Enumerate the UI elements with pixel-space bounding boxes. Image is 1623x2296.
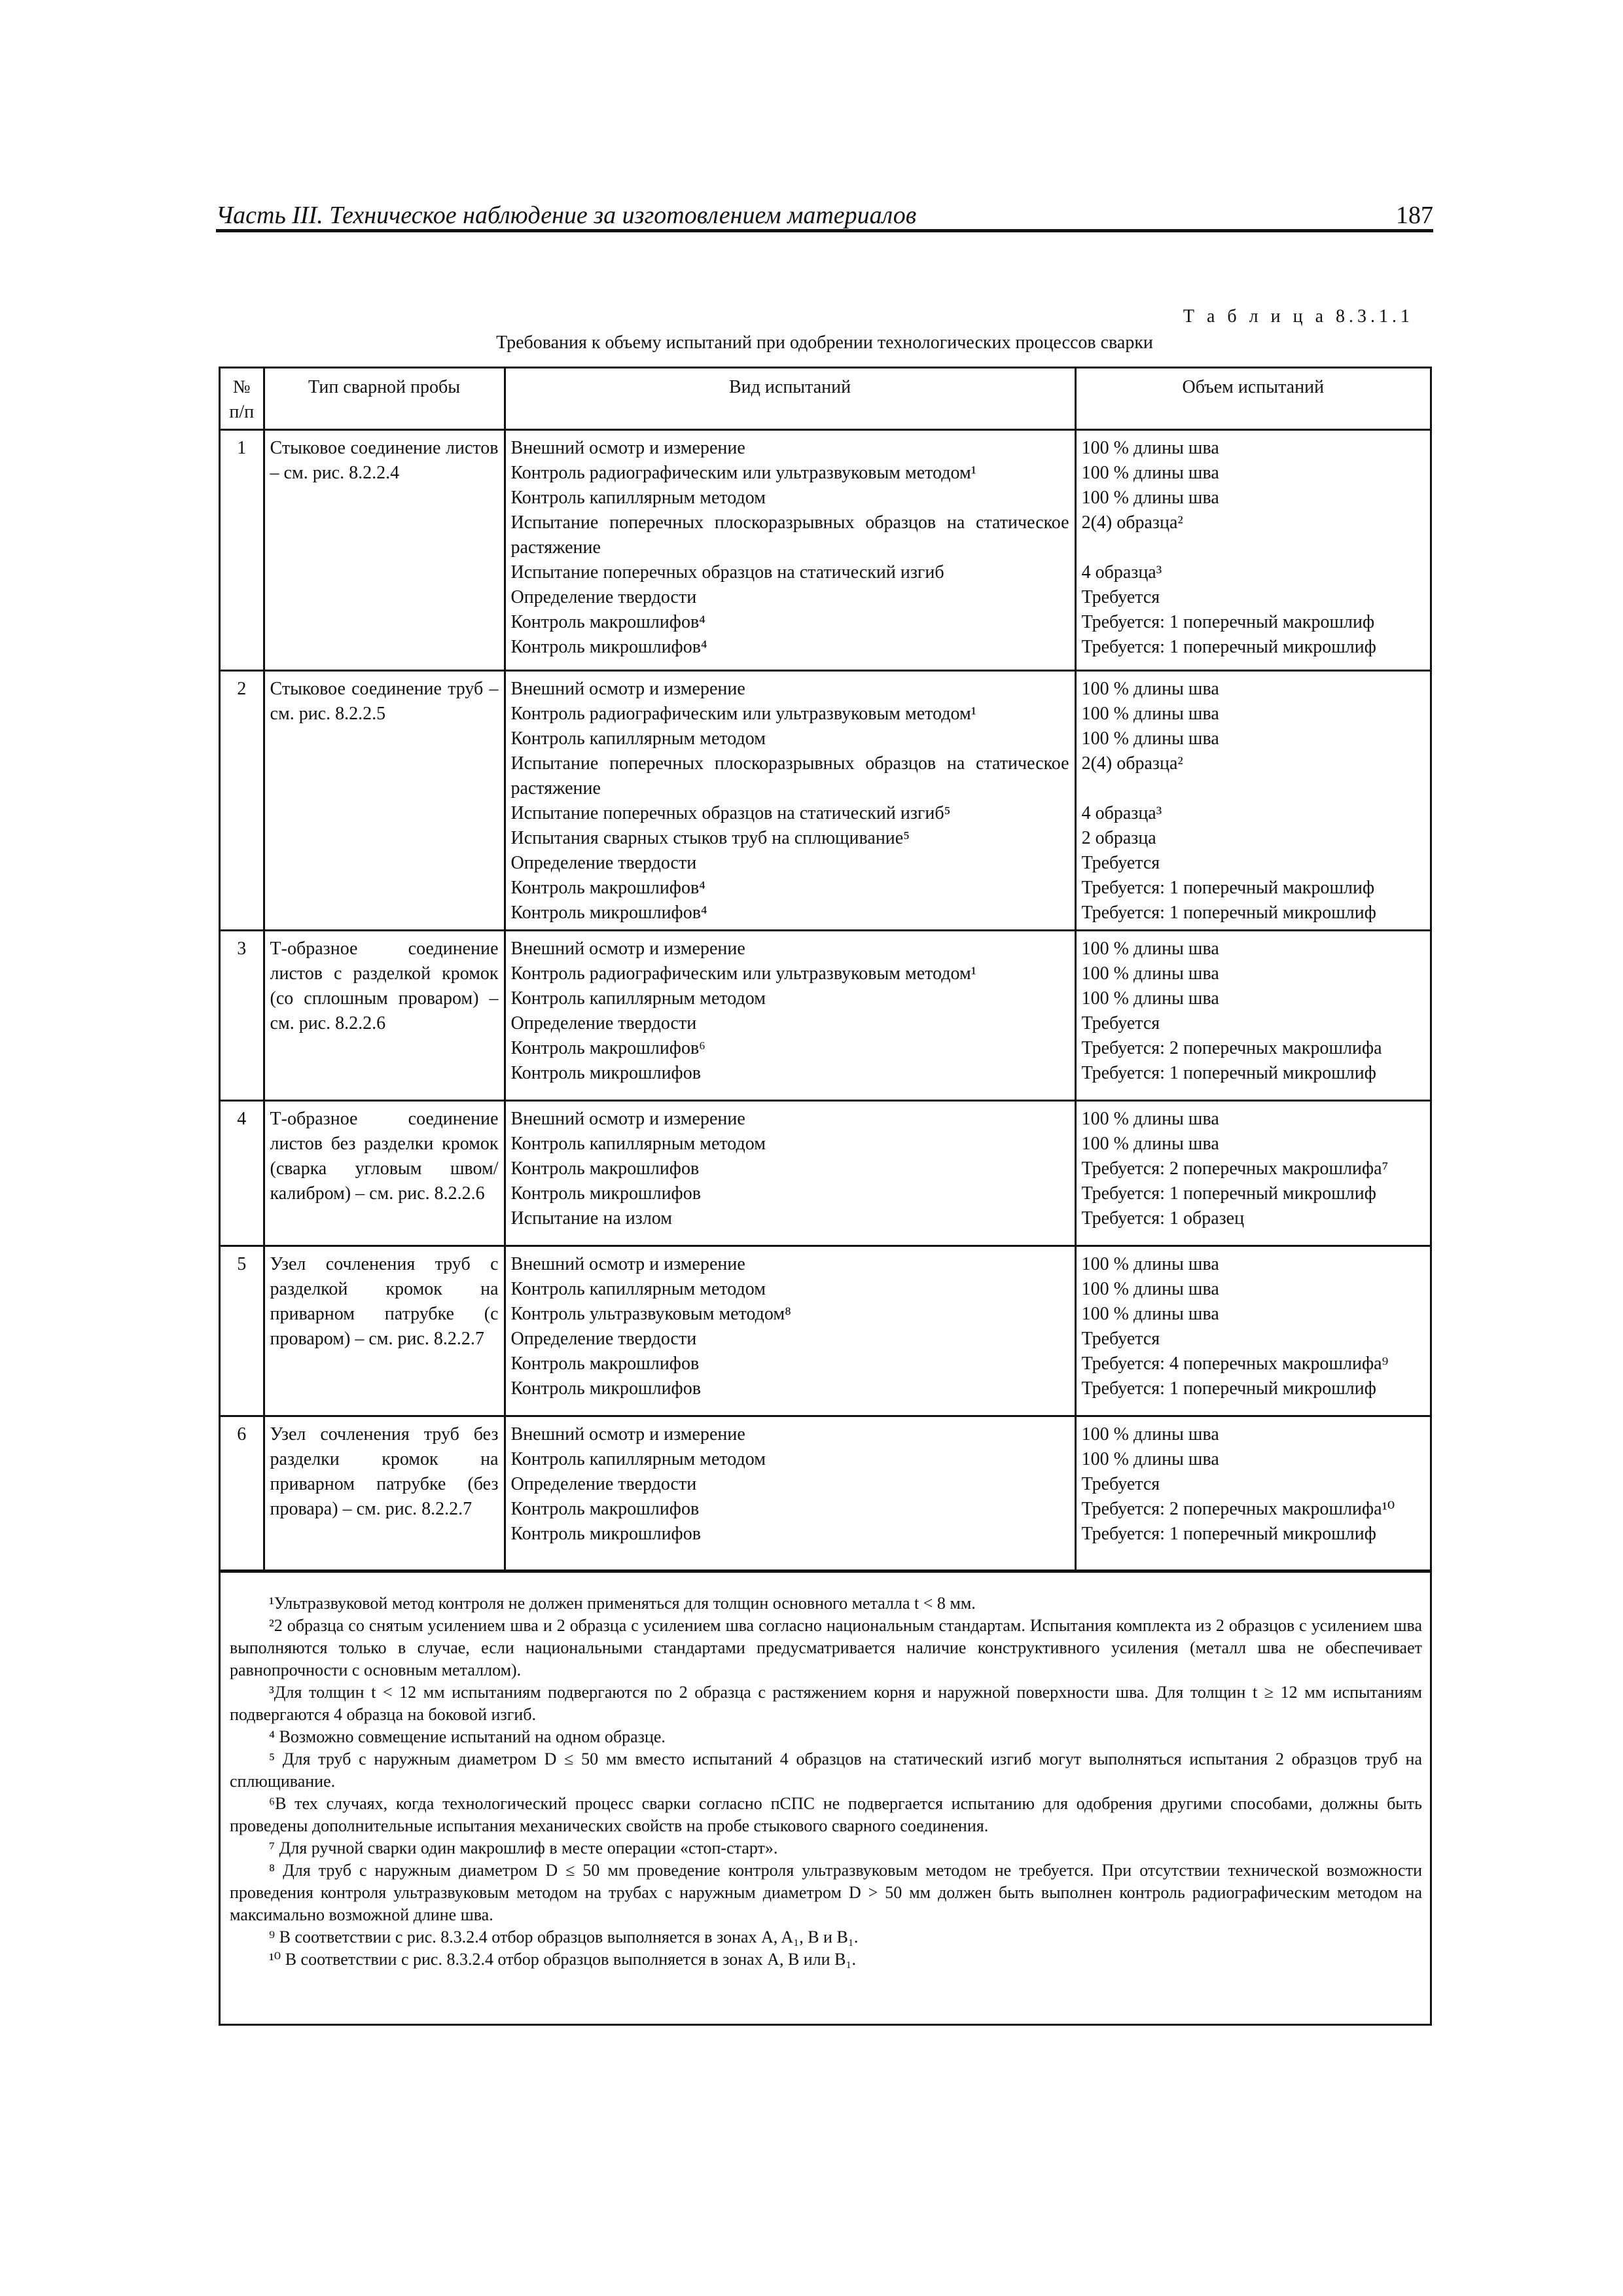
test-item: Испытание поперечных плоскоразрывных образцов на статическое растяжение	[510, 753, 1069, 798]
test-item: Контроль макрошлифов	[510, 1158, 700, 1179]
tests-cell	[505, 671, 1075, 931]
footnote-1: ¹Ультразвуковой метод контроля не должен применяться для толщин основного металла t < 8 мм.	[269, 1594, 976, 1613]
volume-item: 100 % длины шва	[1081, 488, 1219, 508]
page-header	[216, 200, 1433, 232]
volume-item: Требуется: 1 поперечный микрошлиф	[1081, 1378, 1376, 1399]
col-header-volume: Объем испытаний	[1075, 368, 1431, 430]
volume-item: 100 % длины шва	[1081, 1254, 1219, 1274]
volume-item: Требуется: 1 поперечный микрошлиф	[1081, 1183, 1376, 1204]
volume-item: Требуется: 2 поперечных макрошлифа	[1081, 1038, 1382, 1058]
row-number: 1	[220, 430, 264, 671]
volume-item: 100 % длины шва	[1081, 988, 1219, 1009]
volume-item: Требуется: 2 поперечных макрошлифа¹⁰	[1081, 1499, 1395, 1519]
weld-sample-type: Узел сочленения труб без разделки кромок на приварном патрубке (без провара) – см. рис. 8.2.2.7	[264, 1416, 505, 1571]
test-item: Определение твердости	[510, 1329, 697, 1349]
volume-item: 2 образца	[1081, 828, 1156, 848]
volume-item: Требуется: 1 поперечный макрошлиф	[1081, 878, 1375, 898]
test-item: Контроль микрошлифов	[510, 1524, 701, 1544]
volume-item	[1082, 535, 1425, 560]
volume-item: Требуется	[1081, 1329, 1160, 1349]
test-item: Контроль макрошлифов⁴	[510, 878, 705, 898]
weld-sample-type: Узел сочленения труб с разделкой кромок на приварном патрубке (с проваром) – см. рис. 8.2.2.7	[264, 1246, 505, 1416]
col-header-num: № п/п	[220, 368, 264, 430]
volume-cell	[1075, 671, 1431, 931]
test-item: Испытание поперечных образцов на статический изгиб⁵	[510, 803, 951, 823]
volume-item: Требуется: 1 поперечный макрошлиф	[1081, 612, 1375, 632]
weld-sample-type: Т-образное соединение листов без разделки кромок (сварка угловым швом/калибром) – см. рис. 8.2.2.6	[264, 1101, 505, 1246]
col-header-tests: Вид испытаний	[505, 368, 1075, 430]
volume-item: 100 % длины шва	[1081, 679, 1219, 699]
weld-sample-type: Т-образное соединение листов с разделкой кромок (со сплошным проваром) – см. рис. 8.2.2.6	[264, 931, 505, 1101]
table-row	[220, 931, 1431, 1101]
test-item: Контроль микрошлифов	[510, 1183, 701, 1204]
header-rule	[216, 229, 1433, 232]
test-item: Внешний осмотр и измерение	[510, 1109, 745, 1129]
volume-item: Требуется	[1081, 1474, 1160, 1494]
tests-cell	[505, 1101, 1075, 1246]
test-item: Контроль макрошлифов⁴	[510, 612, 705, 632]
tests-cell	[505, 931, 1075, 1101]
volume-item: 100 % длины шва	[1081, 463, 1219, 483]
volume-item: 100 % длины шва	[1081, 728, 1219, 749]
volume-item: Требуется	[1081, 1013, 1160, 1033]
volume-item: Требуется: 1 поперечный микрошлиф	[1081, 1063, 1376, 1083]
test-item: Внешний осмотр и измерение	[510, 939, 745, 959]
volume-item: Требуется: 4 поперечных макрошлифа⁹	[1081, 1354, 1389, 1374]
volume-item: 100 % длины шва	[1081, 1304, 1219, 1324]
row-number: 5	[220, 1246, 264, 1416]
test-item: Контроль ультразвуковым методом⁸	[510, 1304, 791, 1324]
test-item: Контроль макрошлифов⁶	[510, 1038, 705, 1058]
test-item: Определение твердости	[510, 1474, 697, 1494]
test-item: Контроль радиографическим или ультразвуковым методом¹	[510, 463, 977, 483]
test-item: Испытание поперечных плоскоразрывных образцов на статическое растяжение	[510, 512, 1069, 558]
test-item: Контроль капиллярным методом	[510, 1134, 766, 1154]
volume-cell	[1075, 430, 1431, 671]
test-item: Определение твердости	[510, 587, 697, 607]
requirements-table	[219, 367, 1432, 1571]
tests-cell	[505, 1246, 1075, 1416]
weld-sample-type: Стыковое соединение листов – см. рис. 8.2.2.4	[264, 430, 505, 671]
volume-item: 2(4) образца²	[1081, 753, 1183, 774]
volume-item: Требуется: 1 образец	[1081, 1208, 1245, 1229]
col-header-type: Тип сварной пробы	[264, 368, 505, 430]
weld-sample-type: Стыковое соединение труб – см. рис. 8.2.2.5	[264, 671, 505, 931]
test-item: Контроль капиллярным методом	[510, 728, 766, 749]
test-item: Контроль капиллярным методом	[510, 988, 766, 1009]
running-title: Часть III. Техническое наблюдение за изготовлением материалов	[216, 202, 917, 229]
test-item: Контроль макрошлифов	[510, 1354, 700, 1374]
volume-item: Требуется	[1081, 587, 1160, 607]
tests-cell	[505, 1416, 1075, 1571]
volume-item: 100 % длины шва	[1081, 963, 1219, 984]
footnote-4: ⁴ Возможно совмещение испытаний на одном образце.	[269, 1727, 666, 1746]
volume-cell	[1075, 931, 1431, 1101]
volume-item: 100 % длины шва	[1081, 1449, 1219, 1469]
test-item: Внешний осмотр и измерение	[510, 679, 745, 699]
test-item: Внешний осмотр и измерение	[510, 1424, 745, 1444]
row-number: 4	[220, 1101, 264, 1246]
test-item: Контроль капиллярным методом	[510, 1449, 766, 1469]
table-row	[220, 430, 1431, 671]
volume-item: 100 % длины шва	[1081, 438, 1219, 458]
test-item: Определение твердости	[510, 1013, 697, 1033]
test-item: Определение твердости	[510, 853, 697, 873]
table-body	[220, 430, 1431, 1571]
footnote-8: ⁸ Для труб с наружным диаметром D ≤ 50 мм проведение контроля ультразвуковым методом не требуется. При отсутствии технической возможности проведения контроля ультразвуковым методом на трубах с наружным диаметром D > 50 мм должен быть выполнен контроль радиографическим методом на максимально возможной длине шва.	[230, 1861, 1422, 1924]
volume-item: 2(4) образца²	[1081, 512, 1183, 533]
page-number: 187	[1396, 202, 1433, 229]
tests-cell	[505, 430, 1075, 671]
test-item: Испытания сварных стыков труб на сплющивание⁵	[510, 828, 910, 848]
volume-item: 100 % длины шва	[1081, 1424, 1219, 1444]
footnote-2: ²2 образца со снятым усилением шва и 2 образца с усилением шва согласно национальным стандартам. Испытания комплекта из 2 образцов с усилением шва выполняются только в случае, если национальными стандартами предусматривается наличие конструктивного усиления (металл шва не обеспечивает равнопрочности с основным металлом).	[230, 1616, 1422, 1679]
table-row	[220, 1101, 1431, 1246]
test-item: Контроль макрошлифов	[510, 1499, 700, 1519]
volume-item: Требуется: 1 поперечный микрошлиф	[1081, 903, 1376, 923]
row-number: 3	[220, 931, 264, 1101]
volume-cell	[1075, 1246, 1431, 1416]
table-header-row	[220, 368, 1431, 430]
footnotes-box	[219, 1571, 1432, 2026]
test-item: Испытание поперечных образцов на статический изгиб	[510, 562, 944, 583]
footnote-6: ⁶В тех случаях, когда технологический процесс сварки согласно пСПС не подвергается испытанию для одобрения другими способами, должны быть проведены дополнительные испытания механических свойств на пробе стыкового сварного соединения.	[230, 1794, 1422, 1835]
table-number: Т а б л и ц а 8.3.1.1	[1183, 306, 1414, 327]
footnote-7: ⁷ Для ручной сварки один макрошлиф в месте операции «стоп-старт».	[269, 1839, 778, 1857]
test-item: Контроль микрошлифов⁴	[510, 903, 707, 923]
table-row	[220, 1416, 1431, 1571]
volume-item: 100 % длины шва	[1081, 704, 1219, 724]
test-item: Внешний осмотр и измерение	[510, 1254, 745, 1274]
table-caption: Требования к объему испытаний при одобрении технологических процессов сварки	[496, 332, 1153, 353]
volume-item: 4 образца³	[1081, 562, 1162, 583]
test-item: Контроль радиографическим или ультразвуковым методом¹	[510, 963, 977, 984]
row-number: 2	[220, 671, 264, 931]
table-row	[220, 671, 1431, 931]
volume-item: 100 % длины шва	[1081, 1279, 1219, 1299]
volume-item: 100 % длины шва	[1081, 1134, 1219, 1154]
volume-item: Требуется: 2 поперечных макрошлифа⁷	[1081, 1158, 1389, 1179]
test-item: Контроль капиллярным методом	[510, 488, 766, 508]
volume-item: Требуется: 1 поперечный микрошлиф	[1081, 1524, 1376, 1544]
test-item: Испытание на излом	[510, 1208, 672, 1229]
test-item: Внешний осмотр и измерение	[510, 438, 745, 458]
test-item: Контроль микрошлифов⁴	[510, 637, 707, 657]
footnote-5: ⁵ Для труб с наружным диаметром D ≤ 50 мм вместо испытаний 4 образцов на статический изгиб могут выполняться испытания 2 образцов труб на сплющивание.	[230, 1749, 1422, 1791]
volume-item: Требуется	[1081, 853, 1160, 873]
volume-cell	[1075, 1101, 1431, 1246]
footnote-9: ⁹ В соответствии с рис. 8.3.2.4 отбор образцов выполняется в зонах A, A₁, B и B₁.	[269, 1928, 859, 1946]
test-item: Контроль капиллярным методом	[510, 1279, 766, 1299]
test-item: Контроль радиографическим или ультразвуковым методом¹	[510, 704, 977, 724]
table-row	[220, 1246, 1431, 1416]
row-number: 6	[220, 1416, 264, 1571]
volume-item: 4 образца³	[1081, 803, 1162, 823]
footnote-3: ³Для толщин t < 12 мм испытаниям подвергаются по 2 образца с растяжением корня и наружной поверхности шва. Для толщин t ≥ 12 мм испытаниям подвергаются 4 образца на боковой изгиб.	[230, 1683, 1422, 1724]
volume-item: 100 % длины шва	[1081, 939, 1219, 959]
test-item: Контроль микрошлифов	[510, 1378, 701, 1399]
test-item: Контроль микрошлифов	[510, 1063, 701, 1083]
volume-cell	[1075, 1416, 1431, 1571]
volume-item: 100 % длины шва	[1081, 1109, 1219, 1129]
footnote-10: ¹⁰ В соответствии с рис. 8.3.2.4 отбор образцов выполняется в зонах A, B или B₁.	[269, 1950, 856, 1969]
volume-item: Требуется: 1 поперечный микрошлиф	[1081, 637, 1376, 657]
volume-item	[1082, 776, 1425, 801]
